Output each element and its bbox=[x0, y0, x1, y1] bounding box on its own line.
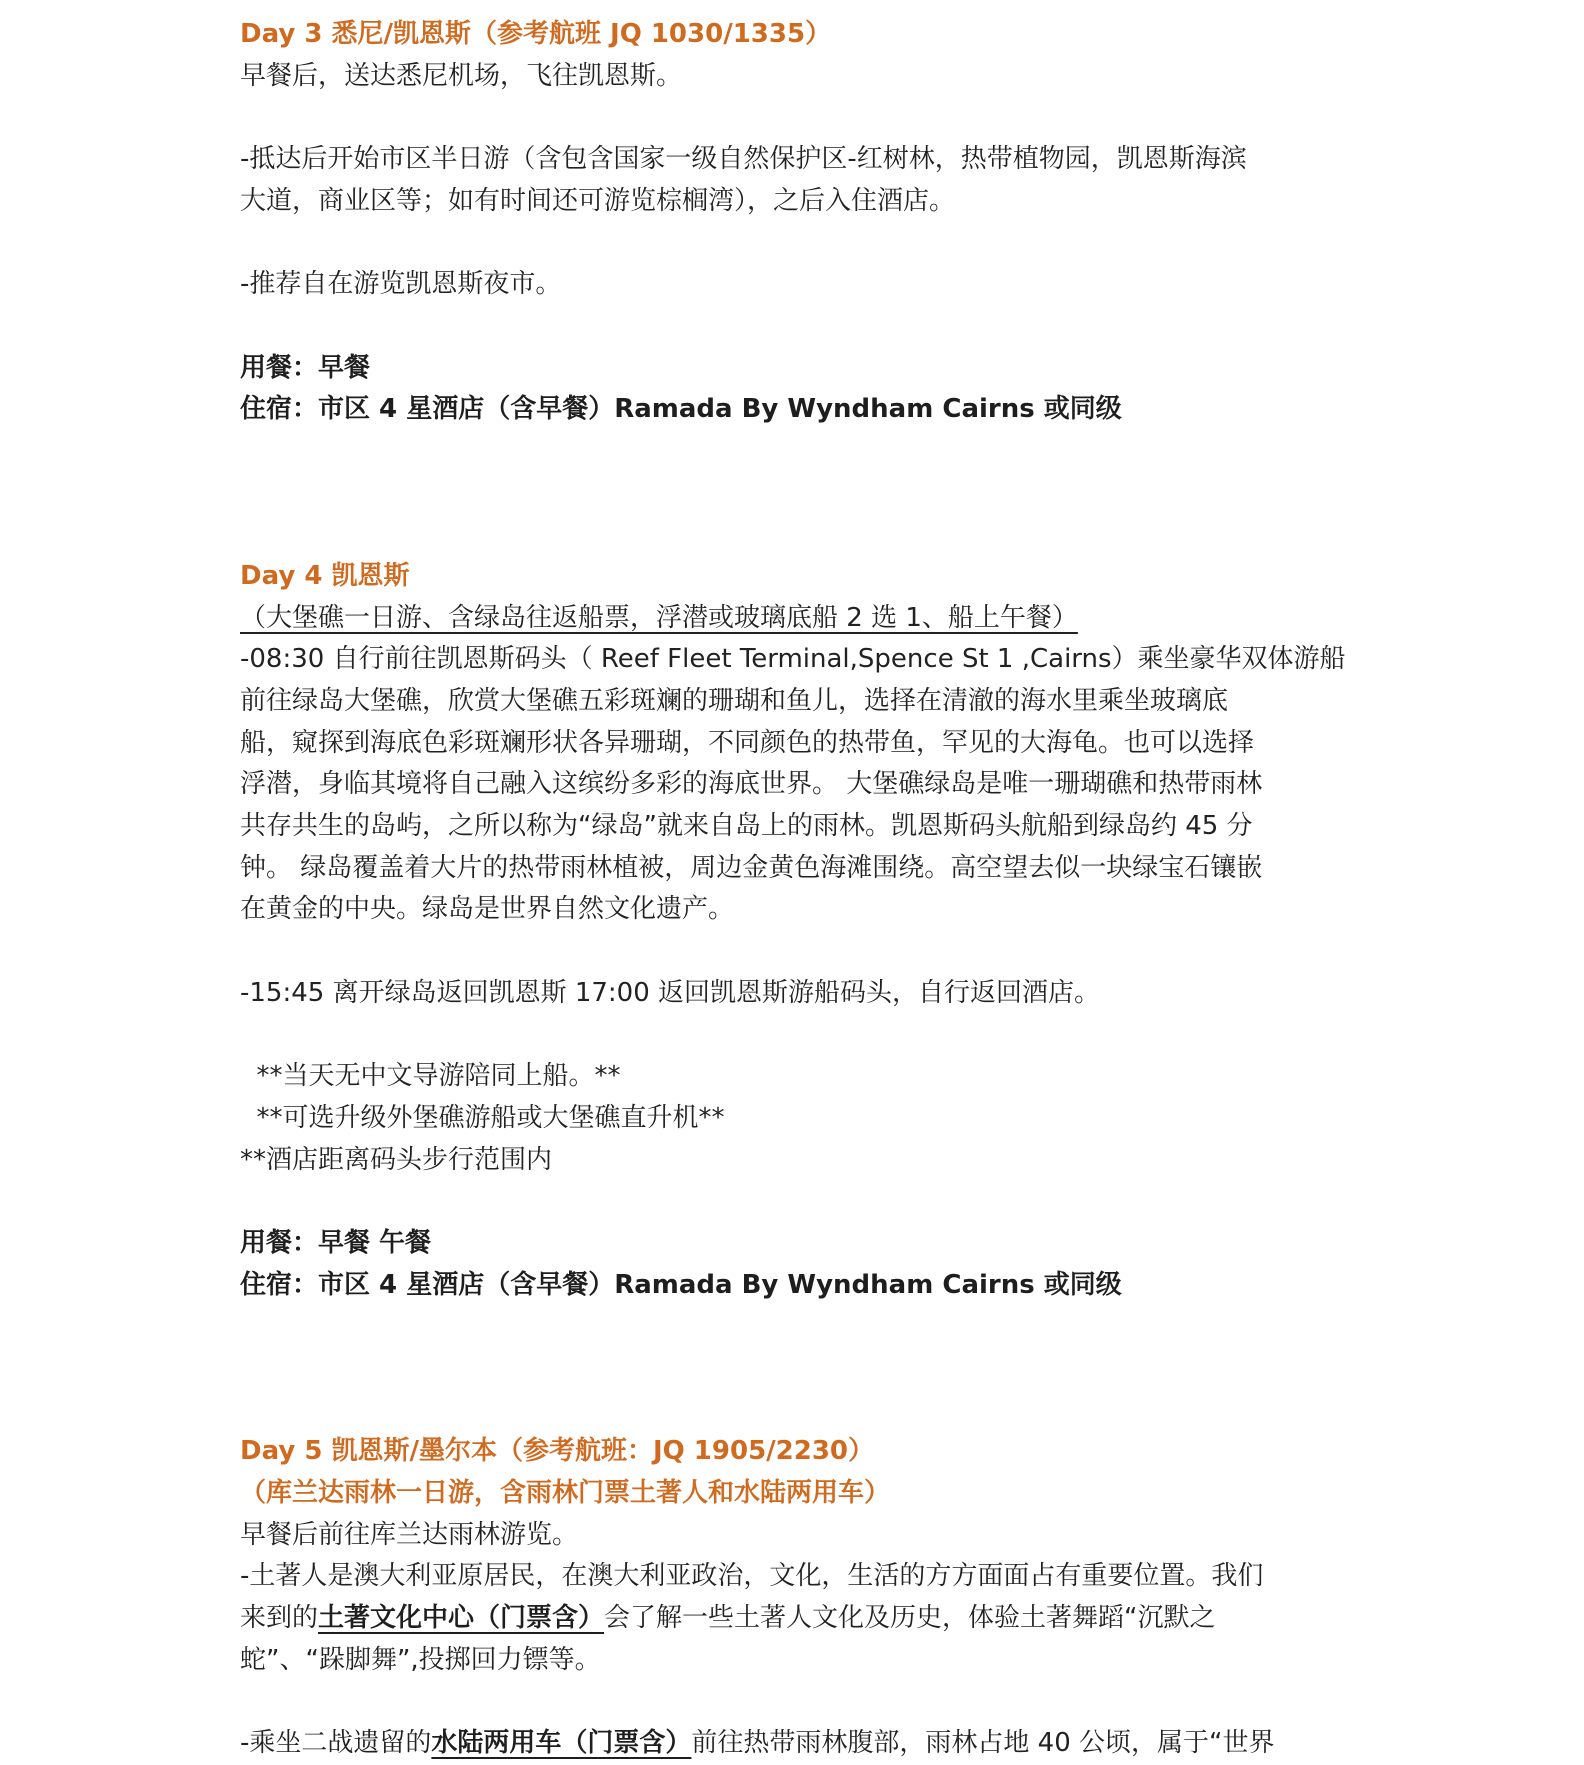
day5-subtitle: （库兰达雨林一日游，含雨林门票土著人和水陆两用车） bbox=[240, 1478, 891, 1509]
day4-note-3: **酒店距离码头步行范围内 bbox=[240, 1144, 553, 1175]
day4-note-1: **当天无中文导游陪同上船。** bbox=[240, 1061, 621, 1092]
day4-meals: 用餐：早餐 午餐 bbox=[240, 1227, 432, 1258]
day4-line-5: 共存共生的岛屿，之所以称为“绿岛”就来自岛上的雨林。凯恩斯码头航船到绿岛约 45 分 bbox=[240, 811, 1253, 842]
day4-return-line: -15:45 离开绿岛返回凯恩斯 17:00 返回凯恩斯游船码头，自行返回酒店。 bbox=[240, 977, 1101, 1008]
day5-line-1: 早餐后前往库兰达雨林游览。 bbox=[240, 1519, 579, 1550]
day4-line-6: 钟。 绿岛覆盖着大片的热带雨林植被，周边金黄色海滩围绕。高空望去似一块绿宝石镶嵌 bbox=[240, 852, 1263, 883]
day5-heading: Day 5 凯恩斯/墨尔本（参考航班：JQ 1905/2230） bbox=[240, 1436, 875, 1467]
day3-line-2: -抵达后开始市区半日游（含包含国家一级自然保护区-红树林，热带植物园，凯恩斯海滨 bbox=[240, 144, 1247, 175]
day4-note-2: **可选升级外堡礁游船或大堡礁直升机** bbox=[240, 1102, 725, 1133]
day5-line-5: -乘坐二战遗留的水陆两用车（门票含）前往热带雨林腹部，雨林占地 40 公顷，属于“世界 bbox=[240, 1728, 1275, 1759]
day5-line-2: -土著人是澳大利亚原居民，在澳大利亚政治，文化，生活的方方面面占有重要位置。我们 bbox=[240, 1561, 1264, 1592]
day4-line-2: 前往绿岛大堡礁，欣赏大堡礁五彩斑斓的珊瑚和鱼儿，选择在清澈的海水里乘坐玻璃底 bbox=[240, 686, 1229, 716]
day3-line-1: 早餐后，送达悉尼机场，飞往凯恩斯。 bbox=[240, 60, 683, 91]
day3-meals: 用餐：早餐 bbox=[240, 352, 371, 383]
document-body bbox=[240, 14, 1360, 1765]
day3-heading: Day 3 悉尼/凯恩斯（参考航班 JQ 1030/1335） bbox=[240, 19, 832, 49]
day4-line-4: 浮潜，身临其境将自己融入这缤纷多彩的海底世界。 大堡礁绿岛是唯一珊瑚礁和热带雨林 bbox=[240, 769, 1263, 800]
day3-line-4: -推荐自在游览凯恩斯夜市。 bbox=[240, 269, 562, 300]
day4-heading: Day 4 凯恩斯 bbox=[240, 560, 410, 591]
day4-line-3: 船，窥探到海底色彩斑斓形状各异珊瑚，不同颜色的热带鱼，罕见的大海龟。也可以选择 bbox=[240, 727, 1255, 758]
day3-hotel: 住宿：市区 4 星酒店（含早餐）Ramada By Wyndham Cairns 或同级 bbox=[240, 394, 1122, 425]
day4-hotel: 住宿：市区 4 星酒店（含早餐）Ramada By Wyndham Cairns 或同级 bbox=[240, 1269, 1122, 1300]
day4-subtitle: （大堡礁一日游、含绿岛往返船票，浮潜或玻璃底船 2 选 1、船上午餐） bbox=[240, 602, 1078, 633]
aboriginal-culture-centre-text: 土著文化中心（门票含） bbox=[318, 1603, 605, 1634]
day5-line-3: 来到的土著文化中心（门票含）会了解一些土著人文化及历史，体验土著舞蹈“沉默之 bbox=[240, 1603, 1216, 1634]
amphibious-vehicle-text: 水陆两用车（门票含） bbox=[431, 1728, 692, 1759]
day4-line-1: -08:30 自行前往凯恩斯码头（ Reef Fleet Terminal,Spence St 1 ,Cairns）乘坐豪华双体游船 bbox=[240, 644, 1346, 675]
day5-line-4: 蛇”、“跺脚舞”,投掷回力镖等。 bbox=[240, 1644, 601, 1675]
day4-line-7: 在黄金的中央。绿岛是世界自然文化遗产。 bbox=[240, 894, 735, 925]
day3-line-3: 大道，商业区等；如有时间还可游览棕榈湾），之后入住酒店。 bbox=[240, 185, 956, 216]
